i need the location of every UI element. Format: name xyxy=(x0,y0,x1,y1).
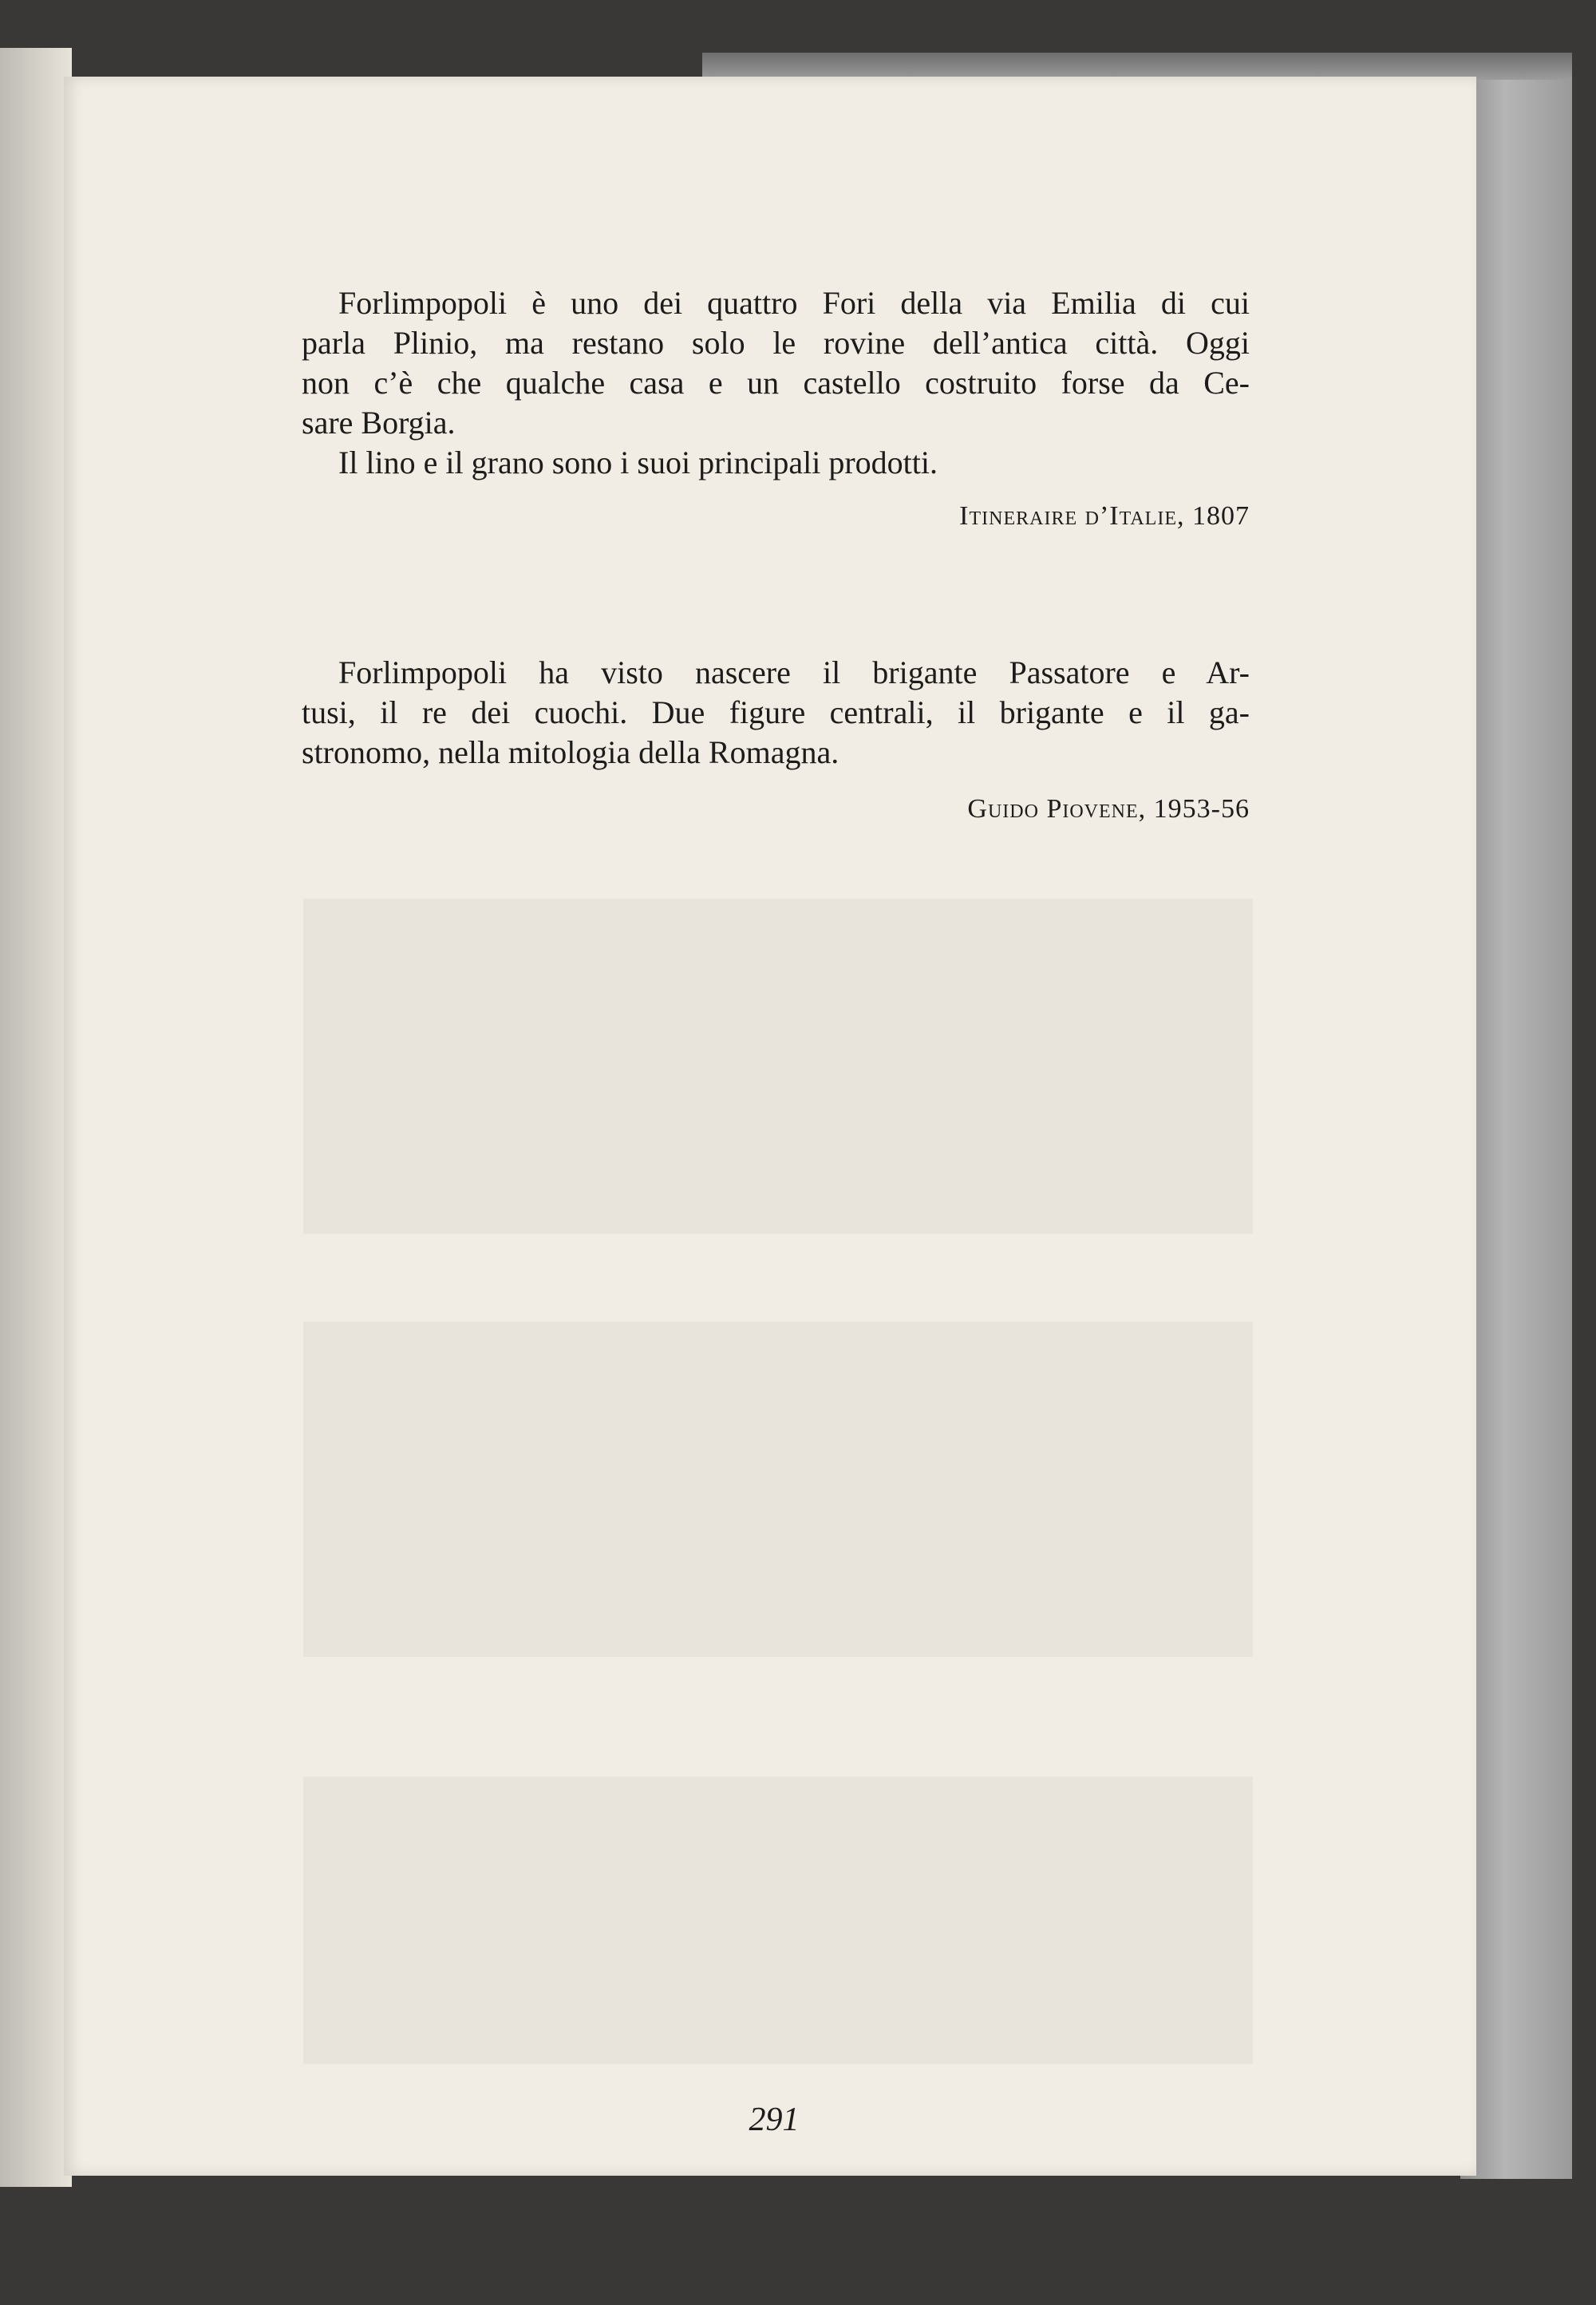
quote-line: Forlimpopoli è uno dei quattro Fori della via Emilia di cui xyxy=(338,285,1250,321)
quote-line: Forlimpopoli ha visto nascere il brigante Passatore e Ar- xyxy=(338,654,1250,690)
show-through-text xyxy=(303,899,1253,1234)
quote-1-attribution: Itineraire d’Italie, 1807 xyxy=(959,501,1250,531)
book-cover-top-edge xyxy=(702,53,1572,80)
show-through-text xyxy=(303,1322,1253,1657)
quote-line: Il lino e il grano sono i suoi principali prodotti. xyxy=(338,445,938,480)
page-number: 291 xyxy=(749,2101,800,2138)
quote-line: parla Plinio, ma restano solo le rovine dell’antica città. Oggi xyxy=(302,325,1250,361)
facing-page-edge xyxy=(0,48,72,2187)
quote-line: stronomo, nella mitologia della Romagna. xyxy=(302,734,839,770)
quote-line: sare Borgia. xyxy=(302,405,456,441)
quote-line: tusi, il re dei cuochi. Due figure centrali, il brigante e il ga- xyxy=(302,694,1250,730)
quote-1 xyxy=(302,283,1250,483)
quote-2 xyxy=(302,653,1250,773)
quote-line: non c’è che qualche casa e un castello costruito forse da Ce- xyxy=(302,365,1250,401)
show-through-text xyxy=(303,1777,1253,2064)
quote-2-attribution: Guido Piovene, 1953-56 xyxy=(967,794,1250,824)
book-cover-edge xyxy=(1460,56,1572,2179)
